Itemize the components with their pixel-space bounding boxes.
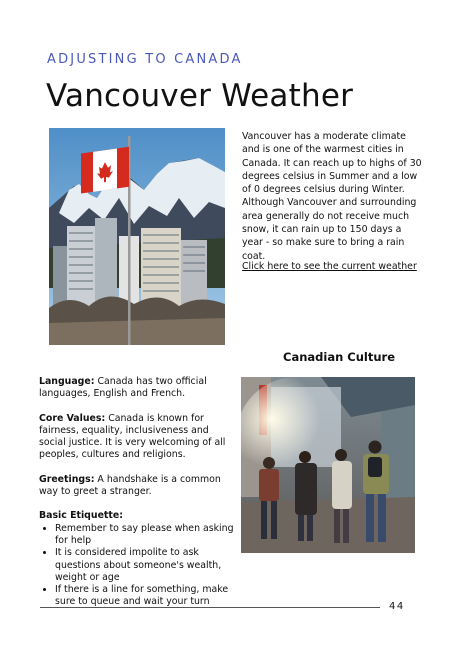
core-values-label: Core Values: <box>39 412 106 424</box>
list-item: • Remember to say please when asking for help <box>55 523 235 548</box>
current-weather-link[interactable]: Click here to see the current weather <box>242 261 417 272</box>
vancouver-flag-photo <box>49 128 225 345</box>
section-kicker: ADJUSTING TO CANADA <box>47 52 243 67</box>
page-title: Vancouver Weather <box>46 78 354 114</box>
list-item: • If there is a line for something, make sure to queue and wait your turn <box>55 584 235 609</box>
language-text: Canada has two official languages, English and French. <box>39 376 207 400</box>
page-number: 44 <box>389 601 405 612</box>
greetings-label: Greetings: <box>39 473 95 485</box>
street-people-photo <box>241 377 415 553</box>
greetings-text: A handshake is a common way to greet a stranger. <box>39 473 221 498</box>
greetings-paragraph <box>39 474 235 499</box>
language-paragraph <box>39 376 235 401</box>
language-label: Language: <box>39 376 95 387</box>
core-values-text: Canada is known for fairness, equality, inclusiveness and social justice. It is very welcoming of all peoples, cultures and religions. <box>39 412 226 461</box>
culture-heading: Canadian Culture <box>283 350 395 364</box>
canada-flag-icon <box>81 147 129 194</box>
etiquette-label: Basic Etiquette: <box>39 510 123 522</box>
culture-section <box>39 376 235 609</box>
weather-intro: Vancouver has a moderate climate and is one of the warmest cities in Canada. It can reach up to highs of 30 degrees celsius in Summer and a low of 0 degrees celsius during Winter. Although Vancouver and surrounding area generally do not receive much snow, it can rain up to 150 days a year - so make sure to bring a rain coat. <box>242 131 422 262</box>
etiquette-list <box>39 523 235 609</box>
list-item: • It is considered impolite to ask questions about someone's wealth, weight or age <box>55 547 235 584</box>
footer-rule <box>40 607 380 608</box>
core-values-paragraph <box>39 413 235 462</box>
